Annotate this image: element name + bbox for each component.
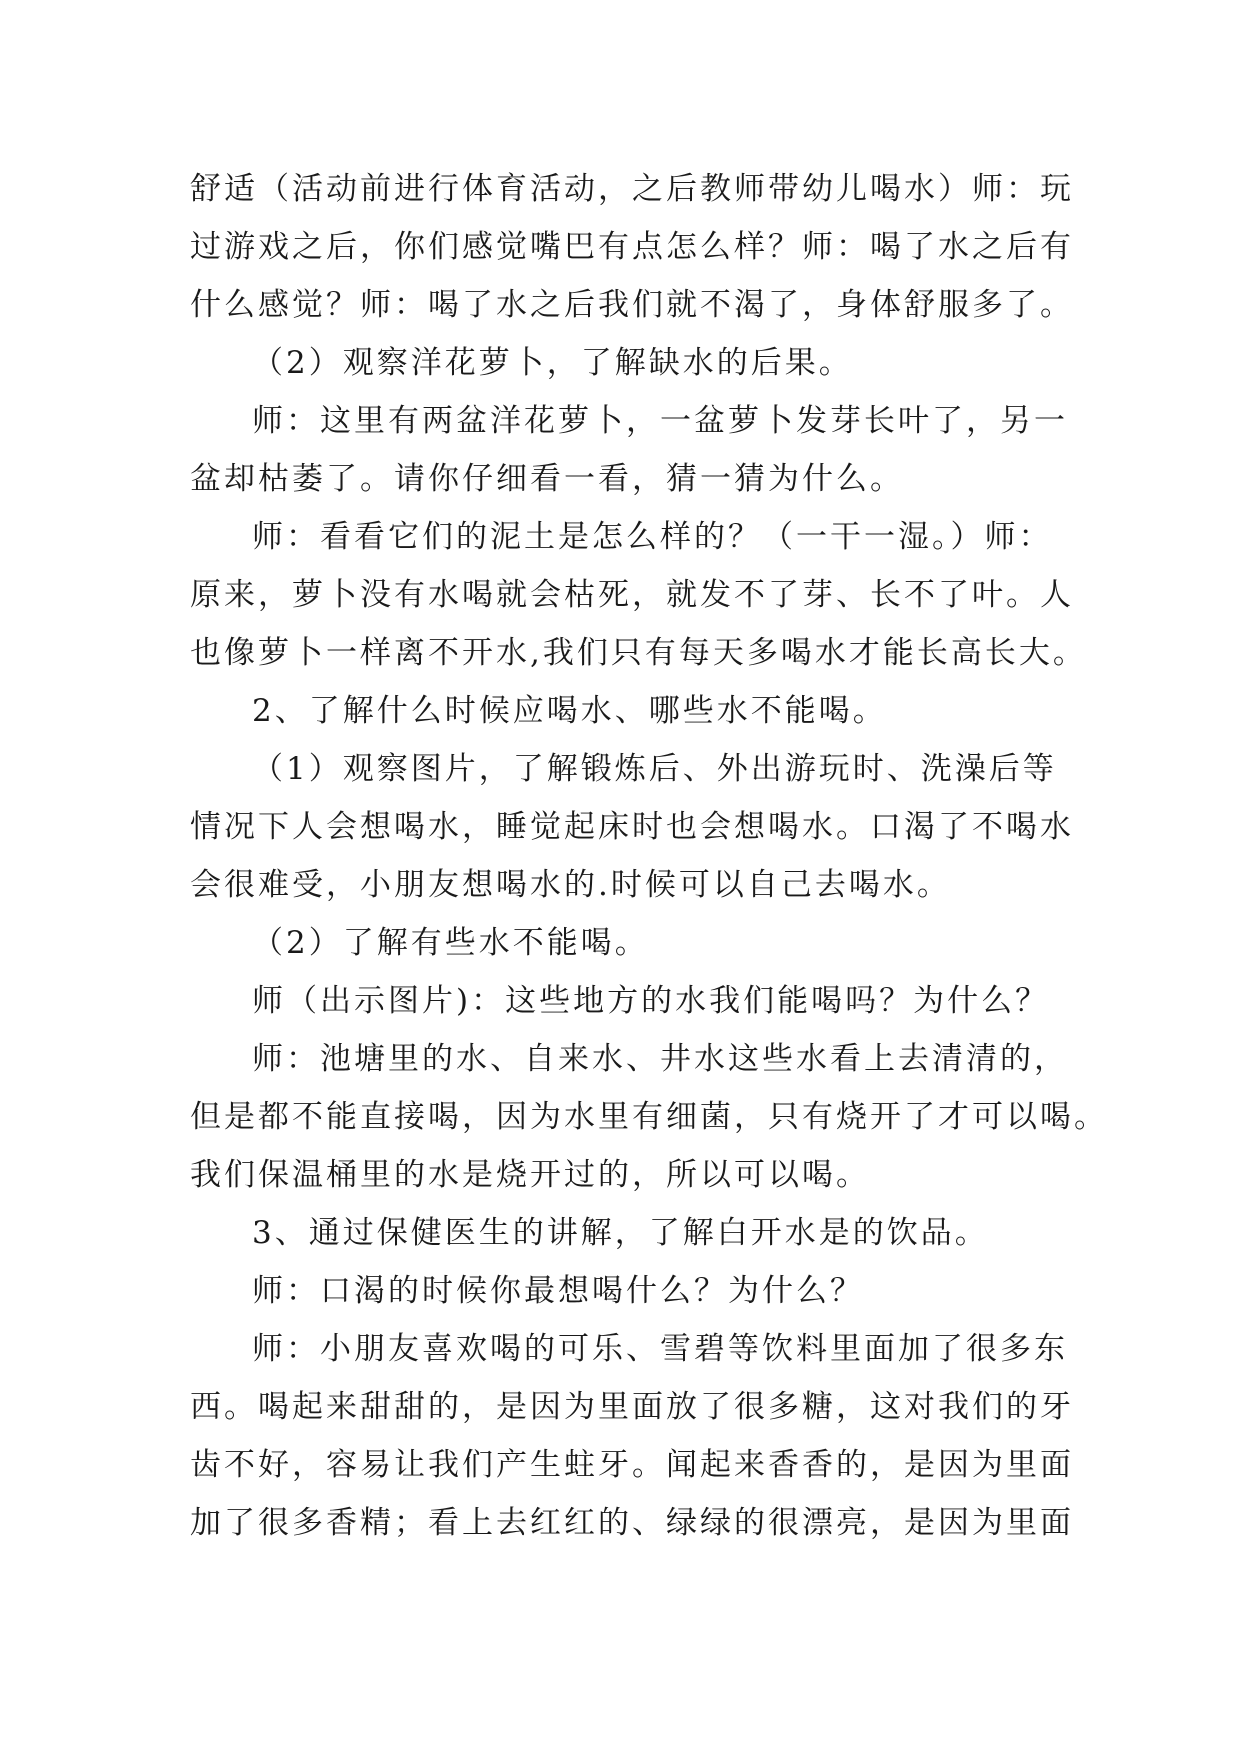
text-line: 师：看看它们的泥土是怎么样的？（一干一湿。）师： xyxy=(252,519,1053,555)
text-line: （2）了解有些水不能喝。 xyxy=(252,925,649,961)
text-line: 也像萝卜一样离不开水,我们只有每天多喝水才能长高长大。 xyxy=(190,635,1087,671)
text-line: 齿不好，容易让我们产生蛀牙。闻起来香香的，是因为里面 xyxy=(190,1447,1074,1483)
text-line: 师：口渴的时候你最想喝什么？为什么？ xyxy=(252,1273,864,1309)
document-body xyxy=(190,160,1108,1552)
text-line: 舒适（活动前进行体育活动，之后教师带幼儿喝水）师：玩 xyxy=(190,171,1074,207)
text-line: 但是都不能直接喝，因为水里有细菌，只有烧开了才可以喝。 xyxy=(190,1099,1108,1135)
text-line: 原来，萝卜没有水喝就会枯死，就发不了芽、长不了叶。人 xyxy=(190,577,1074,613)
text-line: （1）观察图片，了解锻炼后、外出游玩时、洗澡后等 xyxy=(252,751,1057,787)
text-line: 师：小朋友喜欢喝的可乐、雪碧等饮料里面加了很多东 xyxy=(252,1331,1068,1367)
text-line: 师：池塘里的水、自来水、井水这些水看上去清清的， xyxy=(252,1041,1068,1077)
text-line: 师（出示图片)：这些地方的水我们能喝吗？为什么？ xyxy=(252,983,1050,1019)
text-line: 师：这里有两盆洋花萝卜，一盆萝卜发芽长叶了，另一 xyxy=(252,403,1068,439)
text-line: 情况下人会想喝水，睡觉起床时也会想喝水。口渴了不喝水 xyxy=(190,809,1074,845)
text-line: 过游戏之后，你们感觉嘴巴有点怎么样？师：喝了水之后有 xyxy=(190,229,1074,265)
text-line: 加了很多香精；看上去红红的、绿绿的很漂亮，是因为里面 xyxy=(190,1505,1074,1541)
text-line: 西。喝起来甜甜的，是因为里面放了很多糖，这对我们的牙 xyxy=(190,1389,1074,1425)
text-line: 2、了解什么时候应喝水、哪些水不能喝。 xyxy=(252,693,887,729)
text-line: 什么感觉？师：喝了水之后我们就不渴了，身体舒服多了。 xyxy=(190,287,1074,323)
text-line: 3、通过保健医生的讲解，了解白开水是的饮品。 xyxy=(252,1215,989,1251)
text-line: 我们保温桶里的水是烧开过的，所以可以喝。 xyxy=(190,1157,870,1193)
text-line: 盆却枯萎了。请你仔细看一看，猜一猜为什么。 xyxy=(190,461,904,497)
text-line: 会很难受，小朋友想喝水的.时候可以自己去喝水。 xyxy=(190,867,951,903)
text-line: （2）观察洋花萝卜，了解缺水的后果。 xyxy=(252,345,853,381)
